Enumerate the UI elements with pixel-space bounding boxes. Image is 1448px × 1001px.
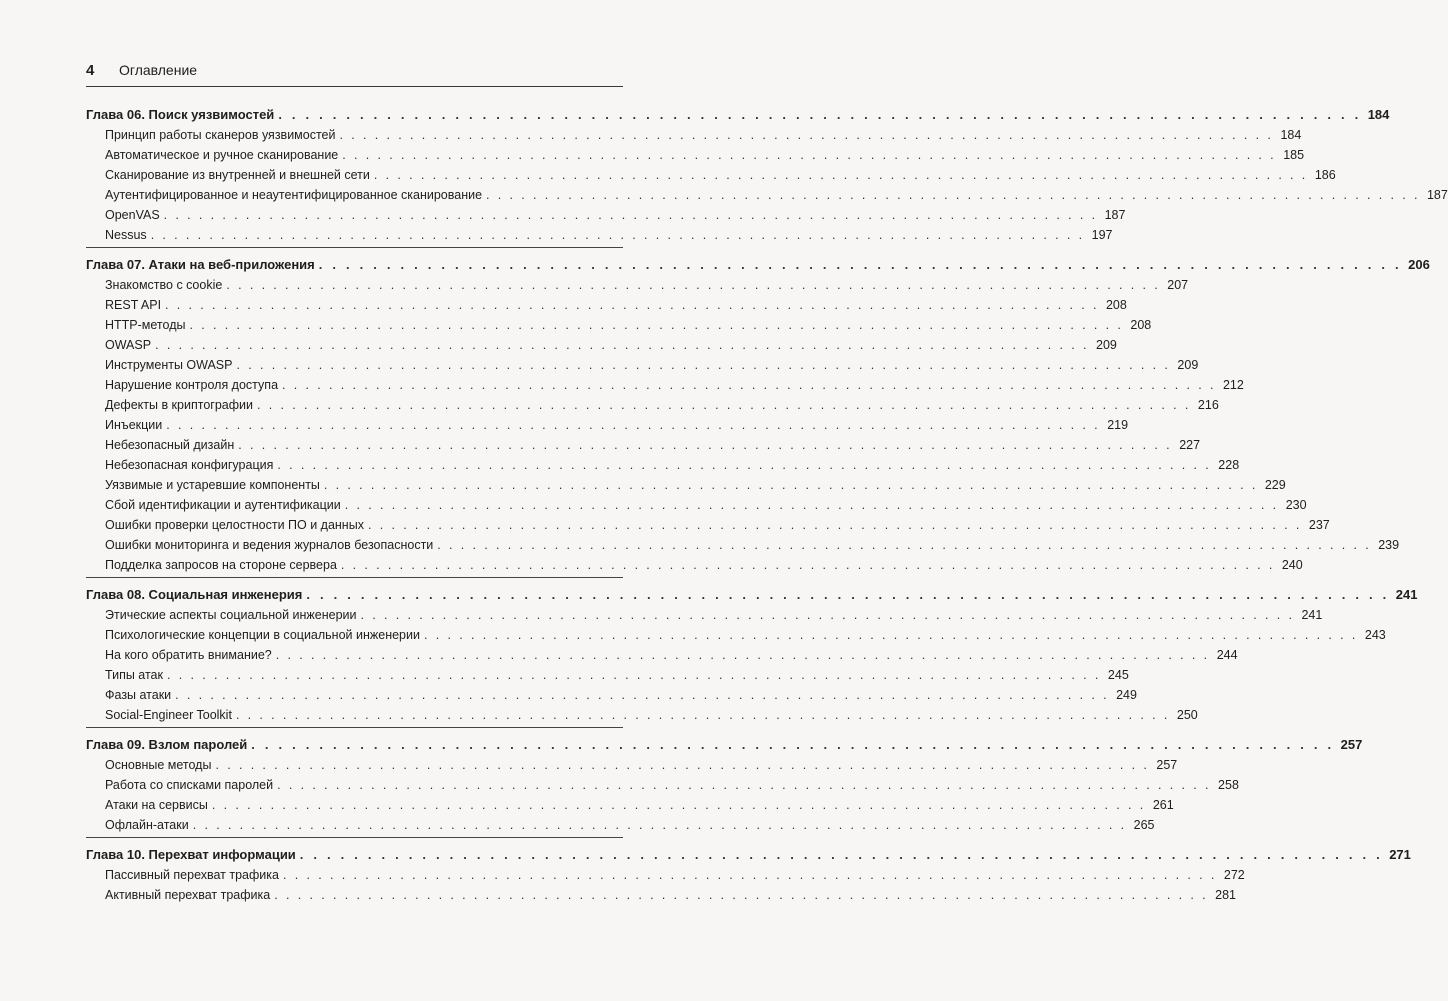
dot-leader: . . . . . . . . . . . . . . . . . . . . . . . . . . . . . . . . . . . . . . . . . . . . . . . . . . . . . . . . . . . . . . . . . . . . . . . . . . . . . . . . <box>277 458 1212 472</box>
section-title: Психологические концепции в социальной инженерии <box>105 628 420 642</box>
section-title: Social-Engineer Toolkit <box>105 708 232 722</box>
toc-section <box>105 642 1238 662</box>
page-ref: 208 <box>1105 298 1127 312</box>
toc-section <box>105 182 1448 202</box>
dot-leader: . . . . . . . . . . . . . . . . . . . . . . . . . . . . . . . . . . . . . . . . . . . . . . . . . . . . . . . . . . . . . . . . . . . . . . . . . . . . . . . . <box>437 538 1372 552</box>
page-ref: 209 <box>1096 338 1117 352</box>
page-ref: 228 <box>1218 458 1240 472</box>
toc-chapter <box>86 842 1411 862</box>
dot-leader: . . . . . . . . . . . . . . . . . . . . . . . . . . . . . . . . . . . . . . . . . . . . . . . . . . . . . . . . . . . . . . . . . . . . . . . . . . . . . . . . <box>251 737 1335 752</box>
page-ref: 250 <box>1176 708 1198 722</box>
page-ref: 186 <box>1314 168 1336 182</box>
dot-leader: . . . . . . . . . . . . . . . . . . . . . . . . . . . . . . . . . . . . . . . . . . . . . . . . . . . . . . . . . . . . . . . . . . . . . . . . . . . . . . . . <box>340 558 1275 572</box>
page-ref: 237 <box>1308 518 1330 532</box>
section-title: OWASP <box>105 338 152 352</box>
dot-leader: . . . . . . . . . . . . . . . . . . . . . . . . . . . . . . . . . . . . . . . . . . . . . . . . . . . . . . . . . . . . . . . . . . . . . . . . . . . . . . . . <box>211 798 1146 812</box>
dot-leader: . . . . . . . . . . . . . . . . . . . . . . . . . . . . . . . . . . . . . . . . . . . . . . . . . . . . . . . . . . . . . . . . . . . . . . . . . . . . . . . . <box>344 498 1279 512</box>
toc-section <box>105 532 1400 552</box>
dot-leader: . . . . . . . . . . . . . . . . . . . . . . . . . . . . . . . . . . . . . . . . . . . . . . . . . . . . . . . . . . . . . . . . . . . . . . . . . . . . . . . . <box>367 518 1302 532</box>
dot-leader: . . . . . . . . . . . . . . . . . . . . . . . . . . . . . . . . . . . . . . . . . . . . . . . . . . . . . . . . . . . . . . . . . . . . . . . . . . . . . . . . <box>360 608 1295 622</box>
dot-leader: . . . . . . . . . . . . . . . . . . . . . . . . . . . . . . . . . . . . . . . . . . . . . . . . . . . . . . . . . . . . . . . . . . . . . . . . . . . . . . . . <box>342 148 1277 162</box>
page-ref: 257 <box>1340 737 1363 752</box>
toc-chapter <box>86 252 1430 272</box>
dot-leader: . . . . . . . . . . . . . . . . . . . . . . . . . . . . . . . . . . . . . . . . . . . . . . . . . . . . . . . . . . . . . . . . . . . . . . . . . . . . . . . . <box>165 298 1099 312</box>
dot-leader: . . . . . . . . . . . . . . . . . . . . . . . . . . . . . . . . . . . . . . . . . . . . . . . . . . . . . . . . . . . . . . . . . . . . . . . . . . . . . . . . <box>235 708 1170 722</box>
dot-leader: . . . . . . . . . . . . . . . . . . . . . . . . . . . . . . . . . . . . . . . . . . . . . . . . . . . . . . . . . . . . . . . . . . . . . . . . . . . . . . . . <box>306 587 1390 602</box>
section-title: Знакомство с cookie <box>105 278 223 292</box>
section-title: REST API <box>105 298 162 312</box>
toc-section <box>105 772 1239 792</box>
section-title: Инструменты OWASP <box>105 358 233 372</box>
chapter-title: Глава 06. Поиск уязвимостей <box>86 107 275 122</box>
section-title: Основные методы <box>105 758 212 772</box>
page-ref: 257 <box>1156 758 1178 772</box>
chapter-title: Глава 07. Атаки на веб-приложения <box>86 257 315 272</box>
dot-leader: . . . . . . . . . . . . . . . . . . . . . . . . . . . . . . . . . . . . . . . . . . . . . . . . . . . . . . . . . . . . . . . . . . . . . . . . . . . . . . . . <box>299 847 1383 862</box>
toc-chapter <box>86 102 1390 122</box>
page-ref: 244 <box>1216 648 1238 662</box>
toc-section <box>105 792 1174 812</box>
page-ref: 272 <box>1223 868 1245 882</box>
dot-leader: . . . . . . . . . . . . . . . . . . . . . . . . . . . . . . . . . . . . . . . . . . . . . . . . . . . . . . . . . . . . . . . . . . . . . . . . . . . . . . . . <box>175 688 1109 702</box>
page-ref: 208 <box>1130 318 1152 332</box>
dot-leader: . . . . . . . . . . . . . . . . . . . . . . . . . . . . . . . . . . . . . . . . . . . . . . . . . . . . . . . . . . . . . . . . . . . . . . . . . . . . . . . . <box>323 478 1258 492</box>
toc-section <box>105 752 1178 772</box>
running-title: Оглавление <box>119 62 198 78</box>
dot-leader: . . . . . . . . . . . . . . . . . . . . . . . . . . . . . . . . . . . . . . . . . . . . . . . . . . . . . . . . . . . . . . . . . . . . . . . . . . . . . . . . <box>318 257 1402 272</box>
dot-leader: . . . . . . . . . . . . . . . . . . . . . . . . . . . . . . . . . . . . . . . . . . . . . . . . . . . . . . . . . . . . . . . . . . . . . . . . . . . . . . . . <box>215 758 1150 772</box>
chapter-title: Глава 10. Перехват информации <box>86 847 296 862</box>
section-title: Атаки на сервисы <box>105 798 208 812</box>
section-title: Инъекции <box>105 418 163 432</box>
section-title: Фазы атаки <box>105 688 172 702</box>
toc-section <box>105 202 1126 222</box>
dot-leader: . . . . . . . . . . . . . . . . . . . . . . . . . . . . . . . . . . . . . . . . . . . . . . . . . . . . . . . . . . . . . . . . . . . . . . . . . . . . . . . . <box>238 438 1173 452</box>
section-title: Типы атак <box>105 668 163 682</box>
page-ref: 212 <box>1222 378 1244 392</box>
dot-leader: . . . . . . . . . . . . . . . . . . . . . . . . . . . . . . . . . . . . . . . . . . . . . . . . . . . . . . . . . . . . . . . . . . . . . . . . . . . . . . . . <box>277 778 1211 792</box>
page-ref: 219 <box>1107 418 1129 432</box>
section-title: Работа со списками паролей <box>105 778 274 792</box>
dot-leader: . . . . . . . . . . . . . . . . . . . . . . . . . . . . . . . . . . . . . . . . . . . . . . . . . . . . . . . . . . . . . . . . . . . . . . . . . . . . . . . . <box>189 318 1124 332</box>
toc-chapter <box>86 582 1418 602</box>
section-title: Подделка запросов на стороне сервера <box>105 558 337 572</box>
page-ref: 206 <box>1408 257 1430 272</box>
toc-chapter <box>86 732 1363 752</box>
dot-leader: . . . . . . . . . . . . . . . . . . . . . . . . . . . . . . . . . . . . . . . . . . . . . . . . . . . . . . . . . . . . . . . . . . . . . . . . . . . . . . . . <box>192 818 1127 832</box>
dot-leader: . . . . . . . . . . . . . . . . . . . . . . . . . . . . . . . . . . . . . . . . . . . . . . . . . . . . . . . . . . . . . . . . . . . . . . . . . . . . . . . . <box>236 358 1171 372</box>
page-ref: 187 <box>1426 188 1448 202</box>
toc-section <box>105 162 1336 182</box>
toc-section <box>105 862 1245 882</box>
section-title: Nessus <box>105 228 147 242</box>
toc-section <box>105 662 1129 682</box>
toc-section <box>105 472 1286 492</box>
toc-section <box>105 682 1137 702</box>
section-title: HTTP-методы <box>105 318 186 332</box>
section-title: Сбой идентификации и аутентификации <box>105 498 341 512</box>
page-ref: 216 <box>1197 398 1219 412</box>
section-title: Ошибки проверки целостности ПО и данных <box>105 518 364 532</box>
section-title: Этические аспекты социальной инженерии <box>105 608 357 622</box>
chapter-divider <box>86 727 623 728</box>
page-number: 4 <box>86 62 95 79</box>
page-ref: 209 <box>1177 358 1199 372</box>
dot-leader: . . . . . . . . . . . . . . . . . . . . . . . . . . . . . . . . . . . . . . . . . . . . . . . . . . . . . . . . . . . . . . . . . . . . . . . . . . . . . . . . <box>275 648 1210 662</box>
page-ref: 184 <box>1367 107 1390 122</box>
dot-leader: . . . . . . . . . . . . . . . . . . . . . . . . . . . . . . . . . . . . . . . . . . . . . . . . . . . . . . . . . . . . . . . . . . . . . . . . . . . . . . . . <box>373 168 1308 182</box>
page-ref: 281 <box>1215 888 1237 902</box>
dot-leader: . . . . . . . . . . . . . . . . . . . . . . . . . . . . . . . . . . . . . . . . . . . . . . . . . . . . . . . . . . . . . . . . . . . . . . . . . . . . . . . . <box>423 628 1358 642</box>
toc-section <box>105 432 1201 452</box>
toc-section <box>105 122 1302 142</box>
section-title: Нарушение контроля доступа <box>105 378 279 392</box>
page-ref: 229 <box>1264 478 1286 492</box>
toc-section <box>105 222 1113 242</box>
page-ref: 245 <box>1107 668 1129 682</box>
section-title: Уязвимые и устаревшие компоненты <box>105 478 320 492</box>
page-ref: 227 <box>1179 438 1201 452</box>
page-ref: 185 <box>1283 148 1305 162</box>
section-title: Небезопасная конфигурация <box>105 458 274 472</box>
page-ref: 184 <box>1280 128 1302 142</box>
chapter-title: Глава 09. Взлом паролей <box>86 737 248 752</box>
section-title: Ошибки мониторинга и ведения журналов безопасности <box>105 538 434 552</box>
chapter-divider <box>86 577 623 578</box>
section-title: На кого обратить внимание? <box>105 648 272 662</box>
section-title: Активный перехват трафика <box>105 888 271 902</box>
chapter-title: Глава 08. Социальная инженерия <box>86 587 303 602</box>
toc-section <box>105 142 1305 162</box>
section-title: Принцип работы сканеров уязвимостей <box>105 128 336 142</box>
dot-leader: . . . . . . . . . . . . . . . . . . . . . . . . . . . . . . . . . . . . . . . . . . . . . . . . . . . . . . . . . . . . . . . . . . . . . . . . . . . . . . . . <box>150 228 1085 242</box>
toc-section <box>105 882 1237 902</box>
page-ref: 241 <box>1301 608 1323 622</box>
toc-section <box>105 492 1307 512</box>
section-title: OpenVAS <box>105 208 160 222</box>
page-header <box>86 62 623 79</box>
toc-section <box>105 312 1152 332</box>
dot-leader: . . . . . . . . . . . . . . . . . . . . . . . . . . . . . . . . . . . . . . . . . . . . . . . . . . . . . . . . . . . . . . . . . . . . . . . . . . . . . . . . <box>226 278 1161 292</box>
page-ref: 197 <box>1091 228 1113 242</box>
dot-leader: . . . . . . . . . . . . . . . . . . . . . . . . . . . . . . . . . . . . . . . . . . . . . . . . . . . . . . . . . . . . . . . . . . . . . . . . . . . . . . . . <box>278 107 1362 122</box>
toc-section <box>105 332 1117 352</box>
dot-leader: . . . . . . . . . . . . . . . . . . . . . . . . . . . . . . . . . . . . . . . . . . . . . . . . . . . . . . . . . . . . . . . . . . . . . . . . . . . . . . . . <box>166 418 1101 432</box>
dot-leader: . . . . . . . . . . . . . . . . . . . . . . . . . . . . . . . . . . . . . . . . . . . . . . . . . . . . . . . . . . . . . . . . . . . . . . . . . . . . . . . . <box>166 668 1101 682</box>
page-ref: 207 <box>1167 278 1189 292</box>
page-ref: 230 <box>1285 498 1307 512</box>
dot-leader: . . . . . . . . . . . . . . . . . . . . . . . . . . . . . . . . . . . . . . . . . . . . . . . . . . . . . . . . . . . . . . . . . . . . . . . . . . . . . . . . <box>339 128 1274 142</box>
dot-leader: . . . . . . . . . . . . . . . . . . . . . . . . . . . . . . . . . . . . . . . . . . . . . . . . . . . . . . . . . . . . . . . . . . . . . . . . . . . . . . . . <box>282 378 1216 392</box>
section-title: Аутентифицированное и неаутентифицированное сканирование <box>105 188 483 202</box>
dot-leader: . . . . . . . . . . . . . . . . . . . . . . . . . . . . . . . . . . . . . . . . . . . . . . . . . . . . . . . . . . . . . . . . . . . . . . . . . . . . . . . . <box>282 868 1217 882</box>
page-ref: 258 <box>1218 778 1239 792</box>
section-title: Небезопасный дизайн <box>105 438 235 452</box>
toc-section <box>105 412 1129 432</box>
dot-leader: . . . . . . . . . . . . . . . . . . . . . . . . . . . . . . . . . . . . . . . . . . . . . . . . . . . . . . . . . . . . . . . . . . . . . . . . . . . . . . . . <box>486 188 1420 202</box>
toc-section <box>105 552 1303 572</box>
header-rule <box>86 86 623 87</box>
toc-section <box>105 372 1244 392</box>
toc-section <box>105 292 1127 312</box>
toc-section <box>105 392 1219 412</box>
section-title: Сканирование из внутренней и внешней сети <box>105 168 370 182</box>
section-title: Пассивный перехват трафика <box>105 868 279 882</box>
chapter-divider <box>86 247 623 248</box>
toc-section <box>105 812 1155 832</box>
section-title: Дефекты в криптографии <box>105 398 253 412</box>
page-ref: 243 <box>1364 628 1386 642</box>
chapter-divider <box>86 837 623 838</box>
page-ref: 261 <box>1152 798 1174 812</box>
dot-leader: . . . . . . . . . . . . . . . . . . . . . . . . . . . . . . . . . . . . . . . . . . . . . . . . . . . . . . . . . . . . . . . . . . . . . . . . . . . . . . . . <box>155 338 1089 352</box>
page-ref: 187 <box>1104 208 1126 222</box>
page-ref: 239 <box>1378 538 1400 552</box>
toc-section <box>105 352 1199 372</box>
dot-leader: . . . . . . . . . . . . . . . . . . . . . . . . . . . . . . . . . . . . . . . . . . . . . . . . . . . . . . . . . . . . . . . . . . . . . . . . . . . . . . . . <box>256 398 1191 412</box>
toc-section <box>105 512 1330 532</box>
toc-section <box>105 602 1323 622</box>
dot-leader: . . . . . . . . . . . . . . . . . . . . . . . . . . . . . . . . . . . . . . . . . . . . . . . . . . . . . . . . . . . . . . . . . . . . . . . . . . . . . . . . <box>274 888 1209 902</box>
page-ref: 271 <box>1389 847 1411 862</box>
page-ref: 241 <box>1395 587 1418 602</box>
dot-leader: . . . . . . . . . . . . . . . . . . . . . . . . . . . . . . . . . . . . . . . . . . . . . . . . . . . . . . . . . . . . . . . . . . . . . . . . . . . . . . . . <box>163 208 1098 222</box>
page-ref: 249 <box>1116 688 1137 702</box>
section-title: Автоматическое и ручное сканирование <box>105 148 339 162</box>
toc-section <box>105 272 1189 292</box>
page-ref: 240 <box>1281 558 1303 572</box>
page-ref: 265 <box>1133 818 1155 832</box>
toc-section <box>105 702 1198 722</box>
toc-section <box>105 622 1386 642</box>
section-title: Офлайн-атаки <box>105 818 189 832</box>
toc-section <box>105 452 1240 472</box>
